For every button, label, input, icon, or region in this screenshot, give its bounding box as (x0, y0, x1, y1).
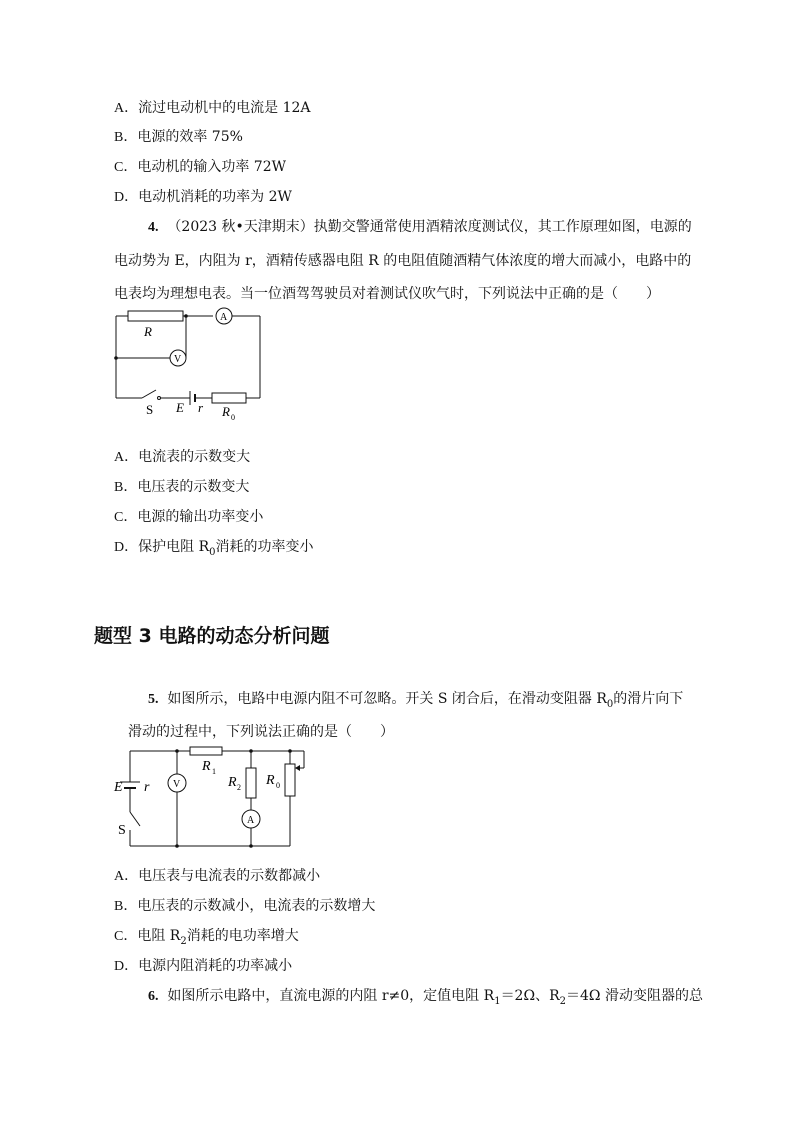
label-e: E (176, 400, 184, 415)
q5-circuit-diagram (108, 742, 308, 852)
option-letter: B． (114, 899, 138, 914)
option-text-before: 保护电阻 R (138, 539, 210, 555)
option-text: 电动机的输入功率 72W (137, 159, 286, 175)
subscript: 0 (209, 546, 216, 558)
label-s: S (118, 823, 126, 838)
option-text: 电动机消耗的功率为 2W (138, 189, 292, 205)
q5-stem-line2 (128, 722, 394, 742)
q5-option-b (114, 896, 375, 917)
label-e: E (114, 780, 123, 795)
subscript: 2 (180, 935, 187, 947)
label-r1-subscript: 1 (212, 767, 216, 776)
q5-option-c (114, 926, 299, 952)
q3-option-a (114, 98, 311, 119)
q4-option-a (114, 447, 250, 468)
subscript: 1 (494, 995, 501, 1007)
q5-stem-line1 (148, 689, 683, 715)
option-text: 电源内阻消耗的功率减小 (138, 958, 293, 974)
q4-circuit-diagram (108, 304, 268, 422)
option-letter: C． (114, 929, 138, 944)
subscript: 2 (559, 995, 566, 1007)
question-text: （2023 秋•天津期末）执勤交警通常使用酒精浓度测试仪，其工作原理如图，电源的 (167, 219, 692, 235)
option-letter: D． (114, 190, 139, 205)
option-letter: D． (114, 959, 139, 974)
q4-stem-line3 (114, 284, 660, 304)
q4-stem-line1 (148, 217, 692, 238)
q5-option-d (114, 956, 292, 977)
option-text: 电压表的示数减小，电流表的示数增大 (137, 898, 376, 914)
option-letter: B． (114, 480, 138, 495)
option-text-after: 消耗的电功率增大 (186, 928, 299, 944)
option-letter: B． (114, 130, 138, 145)
label-r0: R (266, 773, 275, 788)
section-heading: 题型 3 电路的动态分析问题 (94, 625, 330, 647)
option-letter: D． (114, 540, 139, 555)
question-number: 6. (148, 989, 159, 1004)
option-letter: C． (114, 160, 138, 175)
label-r0-subscript: 0 (231, 413, 235, 422)
label-a: A (220, 312, 228, 323)
resistor-r (128, 311, 183, 321)
option-letter: A． (114, 101, 139, 116)
label-s: S (146, 402, 154, 417)
q3-option-d (114, 187, 292, 208)
option-text-after: 消耗的功率变小 (215, 539, 314, 555)
q4-option-c (114, 507, 263, 528)
label-r2: R (228, 775, 237, 790)
option-text: 电压表的示数变大 (137, 479, 250, 495)
label-v: V (174, 354, 182, 365)
option-letter: A． (114, 869, 139, 884)
resistor-r2 (246, 768, 256, 798)
question-text: 电表均为理想电表。当一位酒驾驾驶员对着测试仪吹气时，下列说法中正确的是（ ） (114, 286, 660, 302)
label-r1: R (202, 759, 211, 774)
q4-option-d (114, 537, 314, 563)
label-r: R (144, 324, 152, 339)
q6-stem-line1 (148, 986, 703, 1012)
subscript: 0 (606, 698, 614, 710)
label-a: A (247, 815, 255, 826)
option-letter: C． (114, 510, 138, 525)
q3-option-b (114, 127, 243, 148)
label-small-r: r (198, 400, 204, 415)
question-text: 滑动的过程中，下列说法正确的是（ ） (128, 724, 394, 740)
switch-s (130, 812, 140, 826)
question-number: 5. (148, 692, 159, 707)
label-r0: R (222, 404, 230, 419)
q4-stem-line2 (114, 251, 691, 271)
question-text: 电动势为 E，内阻为 r，酒精传感器电阻 R 的电阻值随酒精气体浓度的增大而减小，电路中的 (114, 253, 692, 269)
resistor-r0 (212, 393, 246, 403)
option-text: 电流表的示数变大 (138, 449, 251, 465)
resistor-r1 (190, 747, 222, 755)
question-text: 如图所示电路中，直流电源的内阻 r≠0，定值电阻 R (167, 988, 495, 1004)
q5-option-a (114, 866, 320, 887)
question-text-after: 的滑片向下 (613, 691, 684, 707)
label-r0-subscript: 0 (276, 781, 280, 790)
label-r2-subscript: 2 (237, 783, 241, 792)
label-v: V (173, 779, 181, 790)
q3-option-c (114, 157, 286, 178)
option-text: 电源的输出功率变小 (137, 509, 264, 525)
question-text: ＝4Ω 滑动变阻器的总 (566, 988, 703, 1004)
rheostat-r0 (285, 764, 295, 796)
option-text: 电源的效率 75% (137, 129, 243, 145)
option-text: 电压表与电流表的示数都减小 (138, 868, 321, 884)
q4-option-b (114, 477, 249, 498)
option-text: 流过电动机中的电流是 12A (138, 100, 311, 116)
question-text: 如图所示，电路中电源内阻不可忽略。开关 S 闭合后，在滑动变阻器 R (167, 691, 607, 707)
question-number: 4. (148, 220, 159, 235)
option-text-before: 电阻 R (137, 928, 181, 944)
option-letter: A． (114, 450, 139, 465)
label-small-r: r (144, 780, 150, 795)
switch-s (142, 390, 156, 398)
question-text: ＝2Ω、R (500, 988, 560, 1004)
